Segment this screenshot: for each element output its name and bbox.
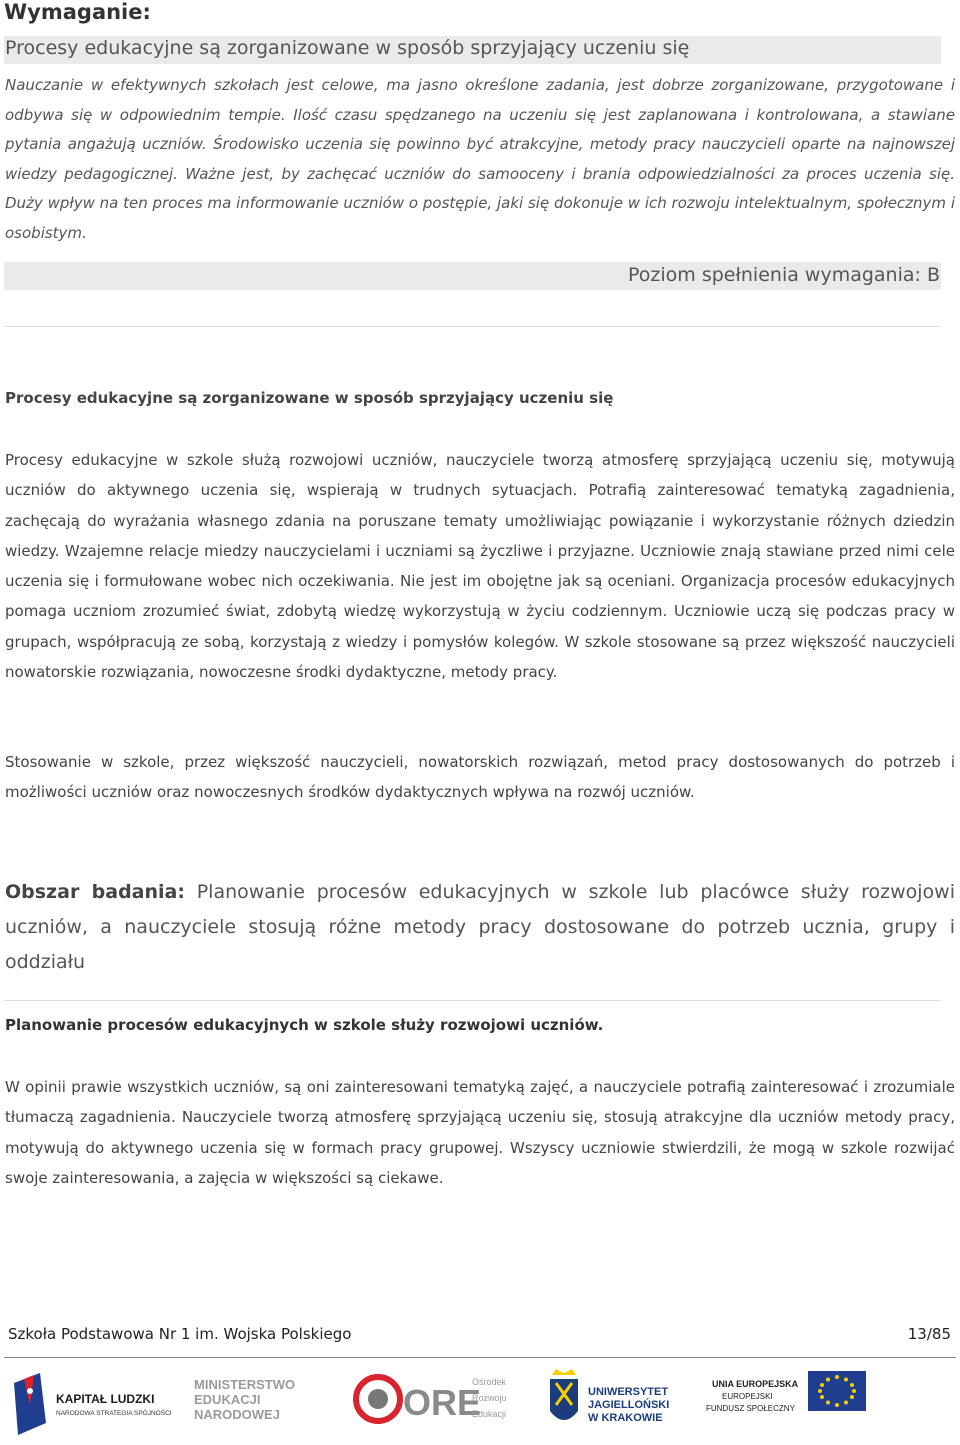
area-paragraph: W opinii prawie wszystkich uczniów, są oni zainteresowani tematyką zajęć, a nauczyciele potrafią zainteresować i zrozumiale tłumaczą zagadnienia. Nauczyciele tworzą atmosferę sprzyjającą uczeniu się, stosują atrakcyjne dla uczniów metody pracy, motywują do aktywnego uczenia się w formach pracy grupowej. Wszyscy uczniowie stwierdzili, że mogą w szkole rozwijać swoje zainteresowania, a zajęcia w większości są ciekawe.	[5, 1078, 955, 1187]
requirement-heading: Wymaganie:	[4, 0, 151, 24]
divider	[4, 1000, 941, 1001]
funding-logos-strip	[0, 1365, 960, 1445]
footer-page-number: 13/85	[907, 1325, 951, 1343]
ministerstwo-logo	[194, 1377, 295, 1422]
svg-text:Edukacji: Edukacji	[472, 1409, 507, 1419]
requirement-level: Poziom spełnienia wymagania: B	[628, 264, 940, 286]
area-heading: Planowanie procesów edukacyjnych w szkole służy rozwojowi uczniów.	[5, 1016, 604, 1034]
requirement-title: Procesy edukacyjne są zorganizowane w sposób sprzyjający uczeniu się	[5, 37, 690, 59]
svg-text:W KRAKOWIE: W KRAKOWIE	[588, 1412, 663, 1424]
svg-text:JAGIELLOŃSKI: JAGIELLOŃSKI	[588, 1399, 670, 1411]
area-block	[5, 875, 955, 980]
footer-school-name: Szkoła Podstawowa Nr 1 im. Wojska Polskiego	[8, 1325, 352, 1343]
ore-logo	[356, 1377, 507, 1423]
section-heading: Procesy edukacyjne są zorganizowane w sposób sprzyjający uczeniu się	[5, 389, 614, 407]
svg-text:EUROPEJSKI: EUROPEJSKI	[722, 1392, 773, 1401]
divider	[4, 326, 941, 327]
svg-text:UNIA EUROPEJSKA: UNIA EUROPEJSKA	[712, 1379, 799, 1389]
area-text: Planowanie procesów edukacyjnych w szkole lub placówce służy rozwojowi uczniów, a nauczyciele stosują różne metody pracy dostosowane do potrzeb ucznia, grupy i oddziału	[5, 881, 955, 973]
section-paragraph-2: Stosowanie w szkole, przez większość nauczycieli, nowatorskich rozwiązań, metod pracy dostosowanych do potrzeb i możliwości uczniów oraz nowoczesnych środków dydaktycznych wpływa na rozwój uczniów.	[5, 753, 955, 802]
section-paragraph-1: Procesy edukacyjne w szkole służą rozwojowi uczniów, nauczyciele tworzą atmosferę sprzyjającą uczeniu się, motywują uczniów do aktywnego uczenia się, wspierają w trudnych sytuacjach. Potrafią zainteresować tematyką zagadnienia, zachęcają do wyrażania własnego zdania na poruszane tematy umożliwiając powiązanie i wykorzystanie różnych dziedzin wiedzy. Wzajemne relacje miedzy nauczycielami i uczniami są życzliwe i przyjazne. Uczniowie znają stawiane przed nimi cele uczenia się i formułowane wobec nich oczekiwania. Nie jest im obojętne jak są oceniani. Organizacja procesów edukacyjnych pomaga uczniom zrozumieć świat, zdobytą wiedzę wykorzystują w życiu codziennym. Uczniowie uczą się podczas pracy w grupach, współpracują ze sobą, korzystają z wiedzy i pomysłów kolegów. W szkole stosowane są przez większość nauczycieli nowatorskie rozwiązania, nowoczesne środki dydaktyczne, metody pracy.	[5, 451, 955, 682]
kapital-ludzki-logo	[14, 1373, 172, 1435]
svg-text:EDUKACJI: EDUKACJI	[194, 1392, 261, 1407]
svg-text:Ośrodek: Ośrodek	[472, 1377, 507, 1387]
svg-text:KAPITAŁ LUDZKI: KAPITAŁ LUDZKI	[56, 1392, 155, 1406]
footer-divider	[4, 1357, 956, 1358]
svg-text:Rozwoju: Rozwoju	[472, 1393, 507, 1403]
area-label: Obszar badania:	[5, 881, 185, 903]
svg-text:UNIWERSYTET: UNIWERSYTET	[588, 1386, 669, 1398]
svg-text:MINISTERSTWO: MINISTERSTWO	[194, 1377, 296, 1392]
uj-logo	[550, 1369, 669, 1424]
svg-text:ORE: ORE	[403, 1382, 482, 1423]
svg-text:NARODOWEJ: NARODOWEJ	[194, 1407, 280, 1422]
svg-text:NARODOWA STRATEGIA SPÓJNOŚCI: NARODOWA STRATEGIA SPÓJNOŚCI	[56, 1410, 172, 1417]
requirement-description: Nauczanie w efektywnych szkołach jest celowe, ma jasno określone zadania, jest dobrze zorganizowane, przygotowane i odbywa się w odpowiednim tempie. Ilość czasu spędzanego na uczeniu się jest zaplanowana i kontrolowana, a stawiane pytania angażują uczniów. Środowisko uczenia się powinno być atrakcyjne, metody pracy nauczycieli oparte na najnowszej wiedzy pedagogicznej. Ważne jest, by zachęcać uczniów do samooceny i brania odpowiedzialności za proces uczenia się. Duży wpływ na ten proces ma informowanie uczniów o postępie, jaki się dokonuje w ich rozwoju intelektualnym, społecznym i osobistym.	[5, 76, 955, 242]
eu-efs-logo	[706, 1371, 866, 1413]
svg-text:FUNDUSZ SPOŁECZNY: FUNDUSZ SPOŁECZNY	[706, 1404, 795, 1413]
